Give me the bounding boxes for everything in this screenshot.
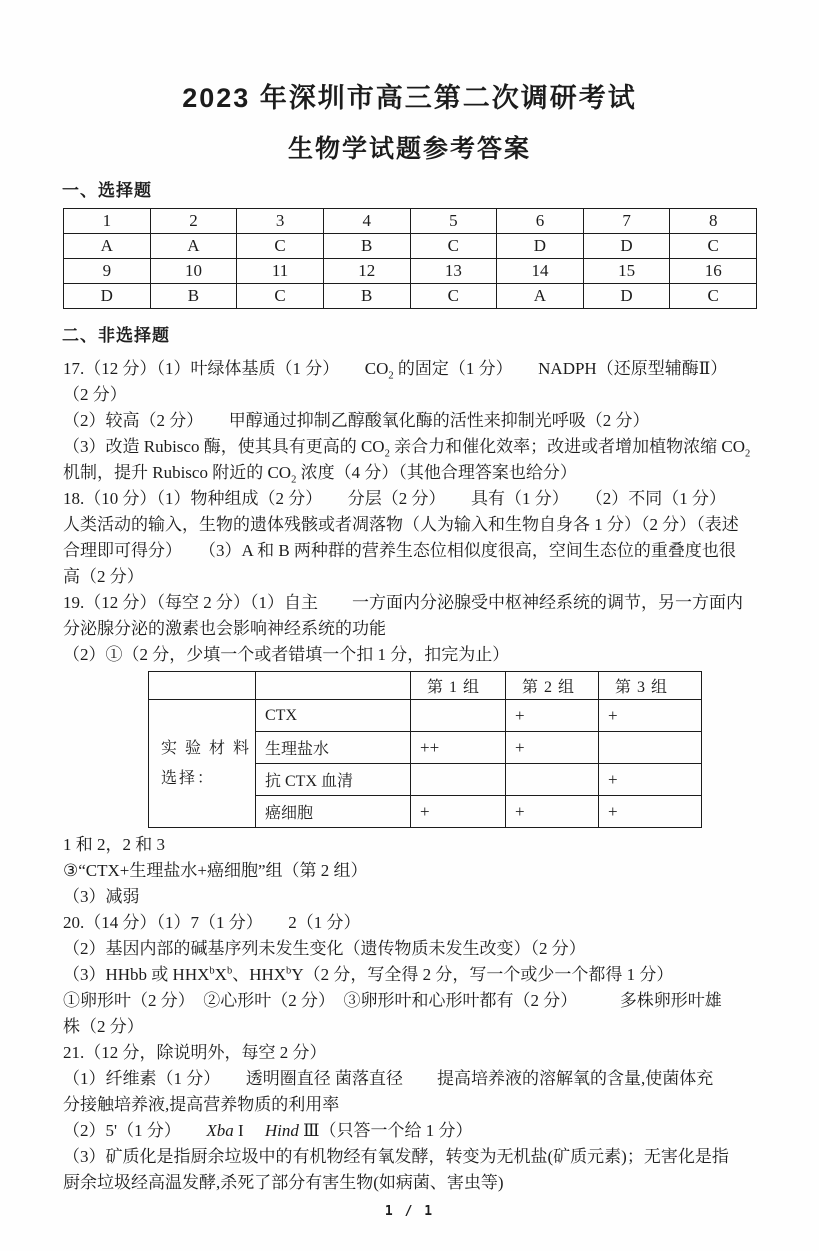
material-cell: 生理盐水 [256, 732, 411, 764]
answer-line: （3）HHbb 或 $HHX^bX^b$、HHX$^b$Y（2 分，写全得 2 分，写一个或少一个都得 1 分） [63, 965, 674, 984]
free-response-answers [63, 356, 819, 1196]
answer-line: 1 和 2，2 和 3 [63, 835, 165, 854]
value-cell [411, 764, 506, 796]
answer-cell: C [410, 284, 497, 309]
answer-cell: C [410, 234, 497, 259]
value-cell: + [506, 700, 599, 732]
question-number-cell: 12 [323, 259, 410, 284]
question-number-cell: 4 [323, 209, 410, 234]
answer-cell: C [670, 234, 757, 259]
answer-line: （2）基因内部的碱基序列未发生变化（遗传物质未发生改变）（2 分） [63, 939, 586, 958]
row-label-line2: 选择： [161, 769, 216, 787]
answer-cell: A [150, 234, 237, 259]
value-cell: + [411, 796, 506, 828]
answer-line: ③“CTX+生理盐水+癌细胞”组（第 2 组） [63, 861, 368, 880]
value-cell: + [599, 764, 702, 796]
question-number-cell: 14 [497, 259, 584, 284]
answer-line: （2）较高（2 分） 甲醇通过抑制乙醇酸氧化酶的活性来抑制光呼吸（2 分） [63, 411, 650, 430]
question-number-cell: 13 [410, 259, 497, 284]
answer-line: （3）减弱 [63, 887, 140, 906]
answer-cell: C [237, 234, 324, 259]
answer-line: （3）矿质化是指厨余垃圾中的有机物经有氧发酵，转变为无机盐(矿质元素)；无害化是指 [63, 1147, 729, 1166]
value-cell [506, 764, 599, 796]
q19-experiment-table [148, 671, 702, 828]
answer-line: （2）①（2 分，少填一个或者错填一个扣 1 分，扣完为止） [63, 645, 510, 664]
answer-line: 合理即可得分） （3）A 和 B 两种群的营养生态位相似度很高，空间生态位的重叠度也很 [63, 541, 736, 560]
answer-cell: D [583, 284, 670, 309]
answer-cell: A [497, 284, 584, 309]
document-subtitle: 生物学试题参考答案 [287, 135, 531, 163]
answer-line: 19.（12 分）（每空 2 分）（1）自主 一方面内分泌腺受中枢神经系统的调节，另一方面内 [63, 593, 743, 612]
question-number-cell: 16 [670, 259, 757, 284]
answer-line: （3）改造 Rubisco 酶，使其具有更高的 $CO_2$ 亲合力和催化效率；改进或者增加植物浓缩 $CO_2$ [63, 437, 751, 460]
value-cell: + [599, 700, 702, 732]
answer-line: 机制，提升 Rubisco 附近的 $CO_2$ 浓度（4 分）（其他合理答案也给分） [63, 463, 577, 486]
empty-header-cell [149, 672, 256, 700]
table-row [64, 284, 757, 309]
answer-line: 分接触培养液,提高营养物质的利用率 [63, 1095, 340, 1114]
answer-line: 株（2 分） [63, 1017, 144, 1036]
section-heading-free-response: 二、非选择题 [62, 326, 170, 345]
answer-line: 20.（14 分）（1）7（1 分） 2（1 分） [63, 913, 361, 932]
answer-cell: C [670, 284, 757, 309]
question-number-cell: 10 [150, 259, 237, 284]
section-heading-choice: 一、选择题 [62, 181, 152, 200]
answer-line: 17.（12 分）（1）叶绿体基质（1 分） $CO_2$ 的固定（1 分） NADPH（还原型辅酶Ⅱ） [63, 359, 728, 382]
material-cell: CTX [256, 700, 411, 732]
answer-line: （1）纤维素（1 分） 透明圈直径 菌落直径 提高培养液的溶解氧的含量,使菌体充 [63, 1069, 714, 1088]
answer-cell: B [323, 234, 410, 259]
group-header-cell: 第 2 组 [506, 672, 599, 700]
group-header-cell: 第 1 组 [411, 672, 506, 700]
answer-line: 21.（12 分，除说明外，每空 2 分） [63, 1043, 327, 1062]
row-label-cell [149, 700, 256, 828]
answer-line: （2 分） [63, 385, 127, 404]
answer-line: ①卵形叶（2 分） ②心形叶（2 分） ③卵形叶和心形叶都有（2 分） 多株卵形叶雄 [63, 991, 722, 1010]
value-cell [599, 732, 702, 764]
question-number-cell: 9 [64, 259, 151, 284]
answer-cell: A [64, 234, 151, 259]
page-number: 1 / 1 [384, 1204, 435, 1219]
question-number-cell: 15 [583, 259, 670, 284]
value-cell: + [506, 796, 599, 828]
answer-cell: B [323, 284, 410, 309]
choice-answer-table [63, 208, 757, 309]
answer-cell: D [583, 234, 670, 259]
row-label-line1: 实 验 材 料 [161, 739, 252, 757]
table-row [64, 234, 757, 259]
answer-cell: D [497, 234, 584, 259]
answer-line: 人类活动的输入，生物的遗体残骸或者凋落物（人为输入和生物自身各 1 分）（2 分）（表述 [63, 515, 739, 534]
answer-line: 分泌腺分泌的激素也会影响神经系统的功能 [63, 619, 386, 638]
question-number-cell: 3 [237, 209, 324, 234]
question-number-cell: 7 [583, 209, 670, 234]
question-number-cell: 5 [410, 209, 497, 234]
answer-line: 18.（10 分）（1）物种组成（2 分） 分层（2 分） 具有（1 分） （2）不同（1 分） [63, 489, 726, 508]
group-header-cell: 第 3 组 [599, 672, 702, 700]
material-cell: 抗 CTX 血清 [256, 764, 411, 796]
value-cell: ++ [411, 732, 506, 764]
question-number-cell: 1 [64, 209, 151, 234]
answer-cell: D [64, 284, 151, 309]
document-title: 2023 年深圳市高三第二次调研考试 [182, 83, 637, 113]
value-cell: + [599, 796, 702, 828]
question-number-cell: 6 [497, 209, 584, 234]
table-row [149, 700, 702, 732]
table-row [64, 259, 757, 284]
table-row [149, 672, 702, 700]
empty-header-cell [256, 672, 411, 700]
answer-line: 厨余垃圾经高温发酵,杀死了部分有害生物(如病菌、害虫等) [63, 1173, 504, 1192]
value-cell: + [506, 732, 599, 764]
answer-cell: C [237, 284, 324, 309]
question-number-cell: 8 [670, 209, 757, 234]
answer-line: 高（2 分） [63, 567, 144, 586]
material-cell: 癌细胞 [256, 796, 411, 828]
value-cell [411, 700, 506, 732]
question-number-cell: 11 [237, 259, 324, 284]
answer-cell: B [150, 284, 237, 309]
answer-line: （2）5'（1 分） Xba I Hind Ⅲ（只答一个给 1 分） [63, 1121, 473, 1140]
question-number-cell: 2 [150, 209, 237, 234]
table-row [64, 209, 757, 234]
